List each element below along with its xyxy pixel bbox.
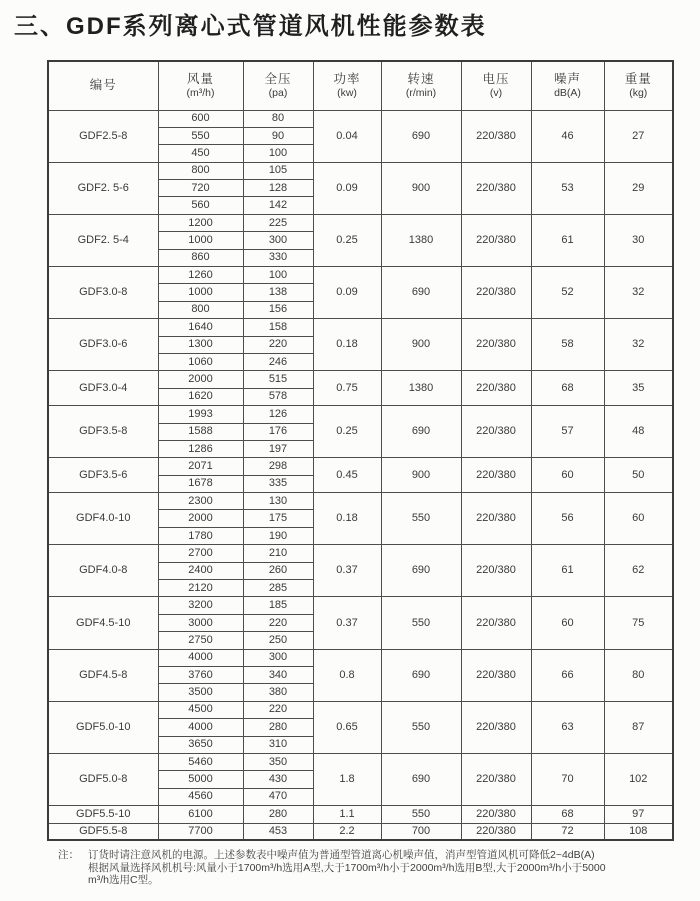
speed-cell: 690 (381, 545, 461, 597)
pressure-cell: 220 (243, 614, 313, 631)
table-row (48, 110, 673, 127)
speed-cell: 1380 (381, 371, 461, 406)
pressure-cell: 300 (243, 232, 313, 249)
pressure-cell: 300 (243, 649, 313, 666)
airflow-cell: 2300 (158, 493, 243, 510)
voltage-cell: 220/380 (461, 371, 531, 406)
airflow-cell: 3650 (158, 736, 243, 753)
power-cell: 0.04 (313, 110, 381, 162)
pressure-cell: 105 (243, 162, 313, 179)
weight-cell: 29 (604, 162, 673, 214)
footnote (58, 849, 688, 887)
airflow-cell: 550 (158, 127, 243, 144)
pressure-cell: 280 (243, 719, 313, 736)
airflow-cell: 560 (158, 197, 243, 214)
voltage-cell: 220/380 (461, 162, 531, 214)
footnote-line: 根据风量选择风机机号:风量小于1700m³/h选用A型,大于1700m³/h小于2000m³/h选用B型,大于2000m³/h小于5000 (88, 861, 606, 874)
noise-cell: 57 (531, 406, 604, 458)
table-row (48, 267, 673, 284)
speed-cell: 900 (381, 458, 461, 493)
airflow-cell: 3760 (158, 667, 243, 684)
model-cell: GDF3.5-6 (48, 458, 158, 493)
pressure-cell: 90 (243, 127, 313, 144)
pressure-cell: 80 (243, 110, 313, 127)
noise-cell: 52 (531, 267, 604, 319)
pressure-cell: 470 (243, 788, 313, 805)
airflow-cell: 2000 (158, 371, 243, 388)
weight-cell: 35 (604, 371, 673, 406)
table-header-row (48, 61, 673, 110)
weight-cell: 80 (604, 649, 673, 701)
table-row (48, 162, 673, 179)
voltage-cell: 220/380 (461, 753, 531, 805)
footnote-lines (88, 849, 688, 887)
header-model-label: 编号 (89, 78, 117, 93)
voltage-cell: 220/380 (461, 267, 531, 319)
pressure-cell: 298 (243, 458, 313, 475)
speed-cell: 550 (381, 806, 461, 823)
pressure-cell: 578 (243, 388, 313, 405)
noise-cell: 63 (531, 701, 604, 753)
noise-cell: 60 (531, 597, 604, 649)
model-cell: GDF5.5-10 (48, 806, 158, 823)
airflow-cell: 2700 (158, 545, 243, 562)
model-cell: GDF5.5-8 (48, 823, 158, 840)
pressure-cell: 430 (243, 771, 313, 788)
weight-cell: 30 (604, 214, 673, 266)
header-voltage-label: 电压 (482, 72, 510, 87)
pressure-cell: 138 (243, 284, 313, 301)
airflow-cell: 6100 (158, 806, 243, 823)
table-row (48, 701, 673, 718)
table-row (48, 371, 673, 388)
airflow-cell: 2000 (158, 510, 243, 527)
weight-cell: 102 (604, 753, 673, 805)
pressure-cell: 340 (243, 667, 313, 684)
pressure-cell: 285 (243, 580, 313, 597)
pressure-cell: 225 (243, 214, 313, 231)
noise-cell: 60 (531, 458, 604, 493)
speed-cell: 550 (381, 701, 461, 753)
footnote-line: m³/h选用C型。 (88, 874, 159, 886)
airflow-cell: 800 (158, 301, 243, 318)
noise-cell: 70 (531, 753, 604, 805)
pressure-cell: 130 (243, 493, 313, 510)
power-cell: 0.09 (313, 267, 381, 319)
weight-cell: 75 (604, 597, 673, 649)
header-pressure-unit: (pa) (268, 87, 288, 100)
airflow-cell: 3200 (158, 597, 243, 614)
model-cell: GDF4.5-8 (48, 649, 158, 701)
pressure-cell: 190 (243, 527, 313, 544)
airflow-cell: 1678 (158, 475, 243, 492)
power-cell: 0.75 (313, 371, 381, 406)
airflow-cell: 1200 (158, 214, 243, 231)
voltage-cell: 220/380 (461, 493, 531, 545)
pressure-cell: 176 (243, 423, 313, 440)
pressure-cell: 260 (243, 562, 313, 579)
pressure-cell: 100 (243, 267, 313, 284)
airflow-cell: 860 (158, 249, 243, 266)
footnote-label: 注： (58, 849, 79, 861)
airflow-cell: 1286 (158, 440, 243, 457)
airflow-cell: 1620 (158, 388, 243, 405)
speed-cell: 700 (381, 823, 461, 840)
pressure-cell: 156 (243, 301, 313, 318)
noise-cell: 68 (531, 371, 604, 406)
noise-cell: 66 (531, 649, 604, 701)
pressure-cell: 197 (243, 440, 313, 457)
pressure-cell: 210 (243, 545, 313, 562)
speed-cell: 550 (381, 493, 461, 545)
weight-cell: 97 (604, 806, 673, 823)
model-cell: GDF4.5-10 (48, 597, 158, 649)
model-cell: GDF5.0-8 (48, 753, 158, 805)
speed-cell: 690 (381, 267, 461, 319)
airflow-cell: 4560 (158, 788, 243, 805)
speed-cell: 1380 (381, 214, 461, 266)
voltage-cell: 220/380 (461, 406, 531, 458)
table-row (48, 545, 673, 562)
pressure-cell: 330 (243, 249, 313, 266)
noise-cell: 56 (531, 493, 604, 545)
weight-cell: 32 (604, 267, 673, 319)
voltage-cell: 220/380 (461, 806, 531, 823)
voltage-cell: 220/380 (461, 214, 531, 266)
weight-cell: 108 (604, 823, 673, 840)
model-cell: GDF5.0-10 (48, 701, 158, 753)
airflow-cell: 1588 (158, 423, 243, 440)
noise-cell: 58 (531, 319, 604, 371)
model-cell: GDF4.0-10 (48, 493, 158, 545)
table-row (48, 458, 673, 475)
header-weight (604, 61, 673, 110)
weight-cell: 27 (604, 110, 673, 162)
model-cell: GDF3.0-6 (48, 319, 158, 371)
pressure-cell: 128 (243, 180, 313, 197)
header-model (48, 61, 158, 110)
weight-cell: 87 (604, 701, 673, 753)
header-power-label: 功率 (333, 72, 361, 87)
airflow-cell: 450 (158, 145, 243, 162)
header-speed-label: 转速 (407, 72, 435, 87)
pressure-cell: 310 (243, 736, 313, 753)
header-noise (531, 61, 604, 110)
airflow-cell: 5460 (158, 753, 243, 770)
airflow-cell: 1000 (158, 284, 243, 301)
power-cell: 2.2 (313, 823, 381, 840)
model-cell: GDF2. 5-6 (48, 162, 158, 214)
table-row (48, 806, 673, 823)
airflow-cell: 1993 (158, 406, 243, 423)
speed-cell: 690 (381, 753, 461, 805)
model-cell: GDF4.0-8 (48, 545, 158, 597)
header-airflow (158, 61, 243, 110)
speed-cell: 550 (381, 597, 461, 649)
pressure-cell: 185 (243, 597, 313, 614)
speed-cell: 900 (381, 162, 461, 214)
header-weight-label: 重量 (624, 72, 652, 87)
header-airflow-unit: (m³/h) (186, 87, 215, 100)
noise-cell: 61 (531, 214, 604, 266)
pressure-cell: 350 (243, 753, 313, 770)
speed-cell: 690 (381, 649, 461, 701)
header-airflow-label: 风量 (186, 72, 214, 87)
voltage-cell: 220/380 (461, 458, 531, 493)
airflow-cell: 1780 (158, 527, 243, 544)
table-row (48, 823, 673, 840)
airflow-cell: 4500 (158, 701, 243, 718)
airflow-cell: 600 (158, 110, 243, 127)
airflow-cell: 7700 (158, 823, 243, 840)
airflow-cell: 1000 (158, 232, 243, 249)
page-title: 三、GDF系列离心式管道风机性能参数表 (14, 13, 487, 40)
footnote-line: 订货时请注意风机的电源。上述参数表中噪声值为普通型管道离心机噪声值，消声型管道风机可降低2~4dB(A) (88, 849, 595, 861)
weight-cell: 62 (604, 545, 673, 597)
header-voltage (461, 61, 531, 110)
noise-cell: 46 (531, 110, 604, 162)
performance-table (47, 60, 674, 841)
power-cell: 0.45 (313, 458, 381, 493)
power-cell: 0.37 (313, 597, 381, 649)
pressure-cell: 515 (243, 371, 313, 388)
pressure-cell: 380 (243, 684, 313, 701)
weight-cell: 60 (604, 493, 673, 545)
speed-cell: 900 (381, 319, 461, 371)
weight-cell: 50 (604, 458, 673, 493)
header-power-unit: (kw) (337, 87, 357, 100)
header-weight-unit: (kg) (629, 87, 648, 100)
voltage-cell: 220/380 (461, 545, 531, 597)
airflow-cell: 2400 (158, 562, 243, 579)
voltage-cell: 220/380 (461, 597, 531, 649)
pressure-cell: 335 (243, 475, 313, 492)
airflow-cell: 800 (158, 162, 243, 179)
pressure-cell: 250 (243, 632, 313, 649)
power-cell: 1.1 (313, 806, 381, 823)
table-body (48, 110, 673, 840)
pressure-cell: 453 (243, 823, 313, 840)
airflow-cell: 3000 (158, 614, 243, 631)
header-noise-unit: dB(A) (554, 87, 581, 100)
power-cell: 0.18 (313, 493, 381, 545)
noise-cell: 68 (531, 806, 604, 823)
header-noise-label: 噪声 (553, 72, 581, 87)
voltage-cell: 220/380 (461, 319, 531, 371)
table-row (48, 753, 673, 770)
pressure-cell: 246 (243, 353, 313, 370)
table-row (48, 597, 673, 614)
model-cell: GDF2. 5-4 (48, 214, 158, 266)
table-row (48, 406, 673, 423)
speed-cell: 690 (381, 110, 461, 162)
power-cell: 0.37 (313, 545, 381, 597)
power-cell: 0.18 (313, 319, 381, 371)
noise-cell: 61 (531, 545, 604, 597)
speed-cell: 690 (381, 406, 461, 458)
header-speed (381, 61, 461, 110)
power-cell: 0.25 (313, 406, 381, 458)
power-cell: 0.8 (313, 649, 381, 701)
noise-cell: 72 (531, 823, 604, 840)
airflow-cell: 3500 (158, 684, 243, 701)
voltage-cell: 220/380 (461, 823, 531, 840)
weight-cell: 32 (604, 319, 673, 371)
pressure-cell: 280 (243, 806, 313, 823)
table-row (48, 214, 673, 231)
header-pressure (243, 61, 313, 110)
power-cell: 0.25 (313, 214, 381, 266)
pressure-cell: 100 (243, 145, 313, 162)
airflow-cell: 2750 (158, 632, 243, 649)
weight-cell: 48 (604, 406, 673, 458)
model-cell: GDF3.5-8 (48, 406, 158, 458)
pressure-cell: 175 (243, 510, 313, 527)
airflow-cell: 1260 (158, 267, 243, 284)
airflow-cell: 720 (158, 180, 243, 197)
voltage-cell: 220/380 (461, 110, 531, 162)
airflow-cell: 2120 (158, 580, 243, 597)
table-row (48, 319, 673, 336)
header-pressure-label: 全压 (264, 72, 292, 87)
table-row (48, 493, 673, 510)
model-cell: GDF3.0-8 (48, 267, 158, 319)
airflow-cell: 1640 (158, 319, 243, 336)
header-voltage-unit: (v) (489, 87, 503, 100)
airflow-cell: 1300 (158, 336, 243, 353)
airflow-cell: 5000 (158, 771, 243, 788)
table-row (48, 649, 673, 666)
airflow-cell: 1060 (158, 353, 243, 370)
pressure-cell: 220 (243, 701, 313, 718)
airflow-cell: 4000 (158, 719, 243, 736)
power-cell: 1.8 (313, 753, 381, 805)
power-cell: 0.65 (313, 701, 381, 753)
pressure-cell: 220 (243, 336, 313, 353)
pressure-cell: 126 (243, 406, 313, 423)
model-cell: GDF3.0-4 (48, 371, 158, 406)
header-speed-unit: (r/min) (405, 87, 437, 100)
noise-cell: 53 (531, 162, 604, 214)
power-cell: 0.09 (313, 162, 381, 214)
voltage-cell: 220/380 (461, 649, 531, 701)
airflow-cell: 2071 (158, 458, 243, 475)
pressure-cell: 142 (243, 197, 313, 214)
model-cell: GDF2.5-8 (48, 110, 158, 162)
pressure-cell: 158 (243, 319, 313, 336)
airflow-cell: 4000 (158, 649, 243, 666)
header-power (313, 61, 381, 110)
voltage-cell: 220/380 (461, 701, 531, 753)
